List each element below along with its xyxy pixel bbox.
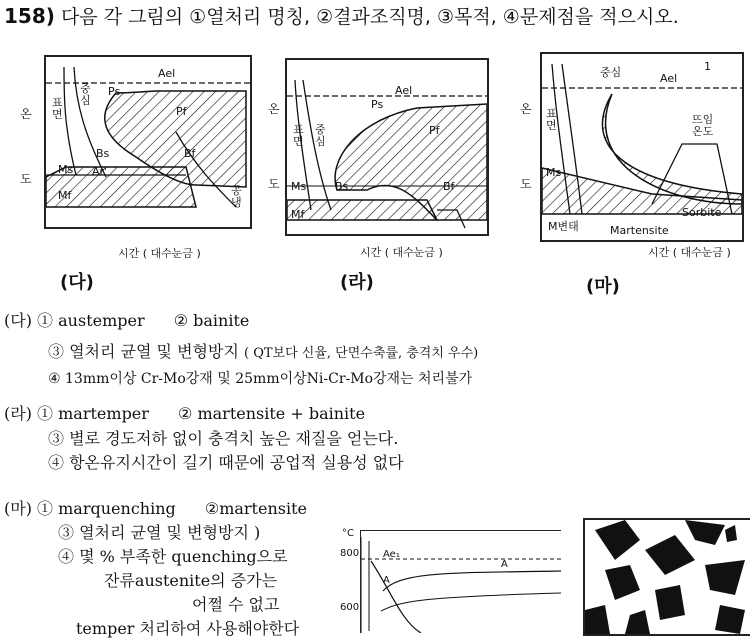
ttt-a-right: A — [501, 559, 508, 570]
answer-da-a1: ① austemper — [37, 311, 145, 330]
ra-ps: Ps — [371, 98, 384, 111]
da-ar: Ar' — [92, 165, 108, 178]
ma-surface: 표 면 — [546, 107, 557, 132]
answer-da-a1-line — [4, 308, 249, 331]
answer-da-a3: ③ 열처리 균열 및 변형방지 — [48, 342, 239, 361]
ma-ael: Ael — [660, 72, 678, 85]
answer-da-a4: ④ 13mm이상 Cr-Mo강재 및 25mm이상Ni-Cr-Mo강재는 처리불가 — [48, 371, 473, 387]
answer-ma-label: (마) — [4, 499, 32, 518]
micrograph-graphic — [585, 520, 750, 634]
micrograph-image — [583, 518, 750, 636]
ma-caption: (마) — [586, 276, 620, 297]
da-bf: Bf — [184, 147, 196, 160]
diagram-ma — [540, 52, 744, 242]
ttt-ae1: Ae₁ — [383, 549, 400, 560]
answer-ma-a3: ③ 열처리 균열 및 변형방지 ) — [58, 523, 261, 542]
da-time-axis: 시간 ( 대수눈금 ) — [118, 247, 201, 260]
da-ps: Ps — [108, 85, 121, 98]
ra-pf: Pf — [429, 124, 440, 137]
ma-martensite: Martensite — [610, 224, 669, 237]
answer-ma-a4-2: 잔류austenite의 증가는 — [104, 571, 278, 590]
ra-temp-label-bottom: 도 — [268, 177, 280, 191]
diagram-da — [44, 55, 252, 229]
answer-ra-a1: ① martemper — [37, 404, 149, 423]
da-mf: Mf — [58, 189, 72, 202]
temp-label-top: 온 — [20, 107, 32, 121]
ma-num: 1 — [704, 60, 711, 73]
answer-ma-a4-3: 어쩔 수 없고 — [192, 595, 280, 614]
ttt-chart-graphic — [361, 531, 561, 633]
answer-ra-a3: ③ 별로 경도저하 없이 충격치 높은 재질을 얻는다. — [48, 429, 399, 448]
ma-time-axis: 시간 ( 대수눈금 ) — [648, 246, 731, 259]
answer-da-label: (다) — [4, 311, 32, 330]
diagram-da-graphic — [46, 57, 250, 227]
da-ms: Ms — [58, 163, 74, 176]
answer-da-a2: ② bainite — [173, 311, 250, 330]
ra-time-axis: 시간 ( 대수눈금 ) — [360, 246, 443, 259]
ma-center: 중심 — [600, 66, 622, 79]
answer-ma-a1: ① marquenching — [37, 499, 176, 518]
ra-caption: (라) — [340, 272, 374, 293]
ttt-600: 600 — [340, 602, 360, 613]
ra-surface: 표 면 — [293, 123, 304, 148]
da-bs: Bs — [96, 147, 110, 160]
answer-ma-a2: ②martensite — [204, 499, 307, 518]
ra-ael: Ael — [395, 84, 413, 97]
ttt-800: 800 — [340, 548, 360, 559]
answer-ra-a1-line — [4, 401, 365, 424]
temp-label-bottom: 도 — [20, 172, 32, 186]
ma-temper-temp: 뜨임 온도 — [692, 113, 714, 138]
answer-da-a3-line — [48, 339, 478, 362]
da-pf: Pf — [176, 105, 187, 118]
da-ael: Ael — [158, 67, 176, 80]
ra-temp-label-top: 온 — [268, 102, 280, 116]
question-text: 다음 각 그림의 ①열처리 명칭, ②결과조직명, ③목적, ④문제점을 적으시오. — [60, 6, 679, 28]
ma-temp-label-top: 온 — [520, 102, 532, 116]
ra-bs: Bs — [335, 180, 349, 193]
answer-ra-a2: ② martensite + bainite — [178, 404, 366, 423]
ra-center: 중 심 — [315, 123, 326, 148]
diagram-ra — [285, 58, 489, 236]
ma-ms: Ms — [546, 166, 562, 179]
ra-bf: Bf — [443, 180, 455, 193]
answer-da-a3-note: ( QT보다 신율, 단면수축률, 충격치 우수) — [244, 346, 479, 361]
da-caption: (다) — [60, 272, 94, 293]
ttt-a-left: A — [383, 575, 390, 586]
da-aircool: 공 냉 — [231, 184, 242, 209]
answer-ma-a4-4: temper 처리하여 사용해야한다 — [76, 619, 300, 638]
question-number: 158) — [4, 4, 55, 28]
ma-m-trans: M변태 — [548, 220, 579, 233]
ma-temp-label-bottom: 도 — [520, 177, 532, 191]
question-header — [4, 2, 679, 29]
da-center: 중 심 — [80, 82, 91, 107]
answer-ma-a1-line — [4, 496, 307, 519]
answer-ma-a4-1: ④ 몇 % 부족한 quenching으로 — [58, 547, 288, 566]
ra-mf: Mf — [291, 208, 305, 221]
ma-sorbite: Sorbite — [682, 206, 722, 219]
ttt-chart — [360, 530, 561, 633]
answer-ra-label: (라) — [4, 404, 32, 423]
ra-ms: Ms — [291, 180, 307, 193]
ttt-unit: °C — [342, 528, 354, 539]
answer-ra-a4: ④ 항온유지시간이 길기 때문에 공업적 실용성 없다 — [48, 453, 404, 472]
da-surface: 표 면 — [52, 96, 63, 121]
